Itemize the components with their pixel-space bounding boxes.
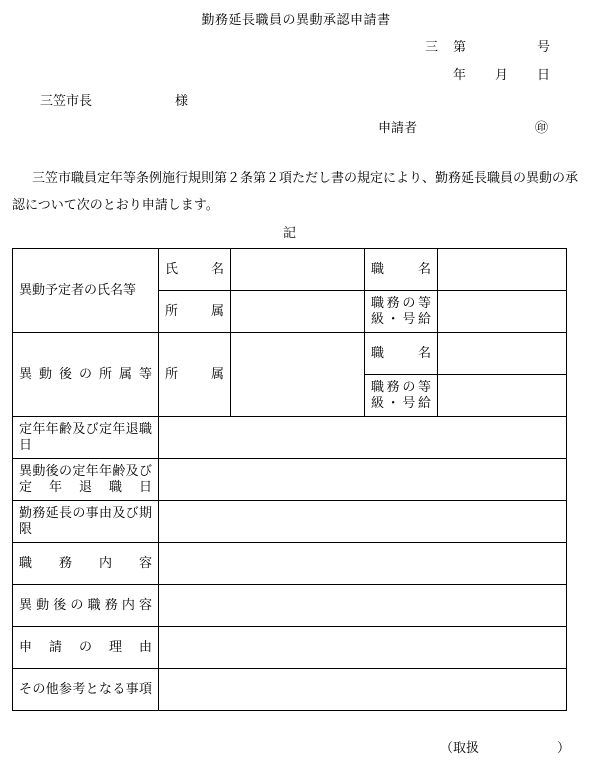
doc-number-dai: 第 xyxy=(453,40,467,55)
date-day: 日 xyxy=(537,68,551,83)
addressee: 三笠市長 xyxy=(40,94,93,109)
ki-heading: 記 xyxy=(283,226,297,241)
position-label-2: 職 名 xyxy=(365,333,438,375)
row-value-duties[interactable] xyxy=(159,543,567,585)
row-value-new-duties[interactable] xyxy=(159,585,567,627)
row-label-extension-reason: 勤務延長の事由及び期限 xyxy=(13,501,159,543)
doc-number-prefix: 三 xyxy=(425,40,439,55)
affiliation-value-2[interactable] xyxy=(231,333,365,417)
applicant-label: 申請者 xyxy=(378,121,418,136)
handling-note: （取扱 ） xyxy=(440,741,571,756)
row-label-application-reason: 申請の理由 xyxy=(13,627,159,669)
seal-mark: ㊞ xyxy=(535,121,549,136)
affiliation-label-1: 所 属 xyxy=(159,291,231,333)
row-value-extension-reason[interactable] xyxy=(159,501,567,543)
row-label-other-notes: その他参考となる事項 xyxy=(13,669,159,711)
group1-label: 異動予定者の氏名等 xyxy=(13,249,159,333)
row-value-other-notes[interactable] xyxy=(159,669,567,711)
date-month: 月 xyxy=(495,68,509,83)
doc-number-go: 号 xyxy=(537,40,551,55)
position-value-2[interactable] xyxy=(438,333,567,375)
group2-label: 異動後の所属等 xyxy=(13,333,159,417)
row-label-new-duties: 異動後の職務内容 xyxy=(13,585,159,627)
row-value-application-reason[interactable] xyxy=(159,627,567,669)
document-title: 勤務延長職員の異動承認申請書 xyxy=(201,13,391,28)
body-paragraph xyxy=(12,165,587,219)
grade-value-2[interactable] xyxy=(438,375,567,417)
body-text: 三笠市職員定年等条例施行規則第２条第２項ただし書の規定により、勤務延長職員の異動の承認について次のとおり申請します。 xyxy=(12,171,579,213)
row-value-new-retirement-age[interactable] xyxy=(159,459,567,501)
row-label-duties: 職務内容 xyxy=(13,543,159,585)
name-label: 氏 名 xyxy=(159,249,231,291)
grade-label-1: 職務の等級・号給 xyxy=(365,291,438,333)
date-year: 年 xyxy=(453,68,467,83)
position-label-1: 職 名 xyxy=(365,249,438,291)
grade-label-2: 職務の等級・号給 xyxy=(365,375,438,417)
application-table xyxy=(12,248,567,711)
honorific: 様 xyxy=(175,94,189,109)
affiliation-value-1[interactable] xyxy=(231,291,365,333)
position-value-1[interactable] xyxy=(438,249,567,291)
name-value[interactable] xyxy=(231,249,365,291)
affiliation-label-2: 所 属 xyxy=(159,333,231,417)
row-label-new-retirement-age: 異動後の定年年齢及び定年退職日 xyxy=(13,459,159,501)
row-value-retirement-age[interactable] xyxy=(159,417,567,459)
row-label-retirement-age: 定年年齢及び定年退職日 xyxy=(13,417,159,459)
grade-value-1[interactable] xyxy=(438,291,567,333)
